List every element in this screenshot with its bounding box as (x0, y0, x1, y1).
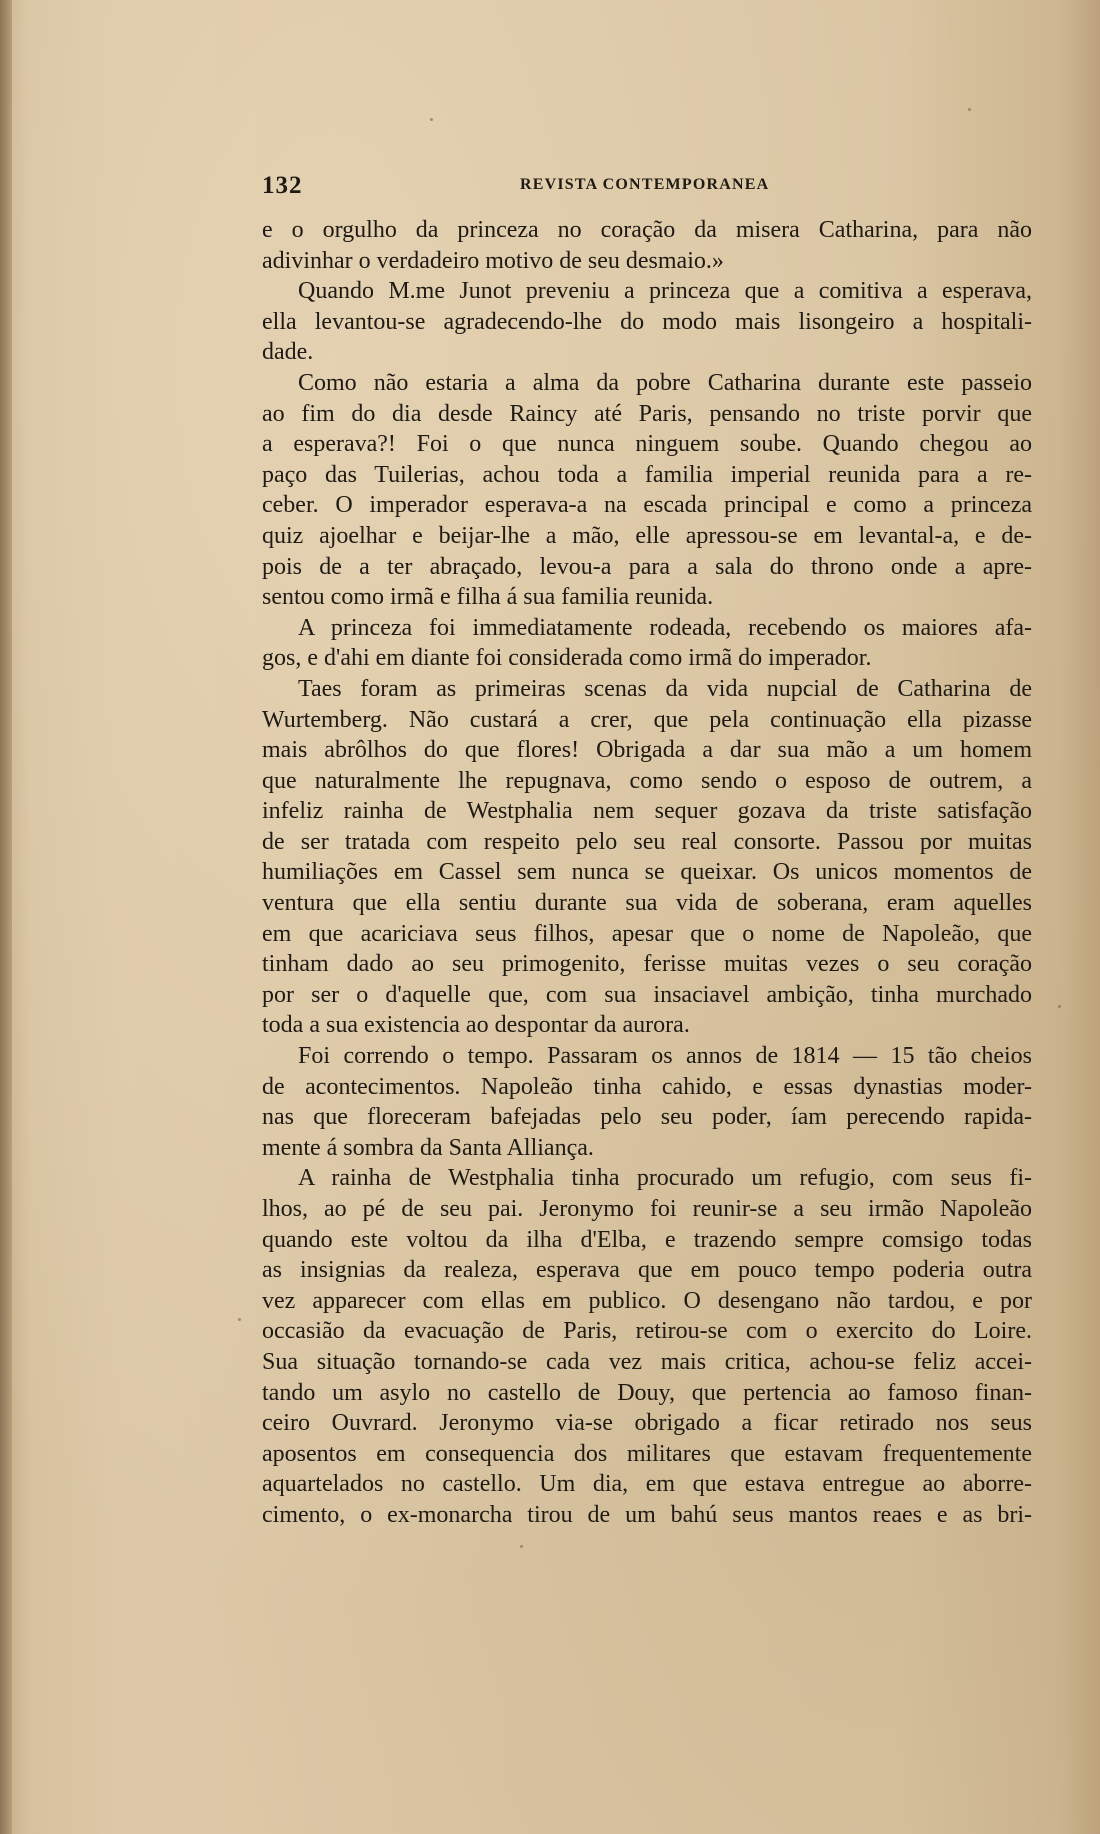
text-line: toda a sua existencia ao despontar da aurora. (262, 1012, 690, 1039)
text-line: A rainha de Westphalia tinha procurado um refugio, com seus fi- (298, 1165, 1032, 1192)
text-line: Taes foram as primeiras scenas da vida nupcial de Catharina de (298, 675, 1032, 702)
text-line: vez apparecer com ellas em publico. O desengano não tardou, e por (262, 1287, 1032, 1314)
text-line: gos, e d'ahi em diante foi considerada como irmã do imperador. (262, 645, 872, 672)
text-line: mente á sombra da Santa Alliança. (262, 1134, 594, 1161)
text-line: ao fim do dia desde Raincy até Paris, pensando no triste porvir que (262, 400, 1032, 427)
paper-speck (238, 1318, 241, 1321)
text-line: ella levantou-se agradecendo-lhe do modo mais lisongeiro a hospitali- (262, 308, 1032, 335)
text-line: quiz ajoelhar e beijar-lhe a mão, elle apressou-se em levantal-a, e de- (262, 522, 1032, 549)
paper-speck (1058, 1005, 1061, 1008)
page-number: 132 (262, 172, 303, 199)
text-line: pois de a ter abraçado, levou-a para a sala do throno onde a apre- (262, 553, 1032, 580)
text-line: paço das Tuilerias, achou toda a familia imperial reunida para a re- (262, 461, 1032, 488)
text-line: que naturalmente lhe repugnava, como sendo o esposo de outrem, a (262, 767, 1032, 794)
text-line: aposentos em consequencia dos militares que estavam frequentemente (262, 1440, 1032, 1467)
text-line: cimento, o ex-monarcha tirou de um bahú seus mantos reaes e as bri- (262, 1501, 1032, 1528)
text-line: em que acariciava seus filhos, apesar que o nome de Napoleão, que (262, 920, 1032, 947)
text-line: Wurtemberg. Não custará a crer, que pela continuação ella pizasse (262, 706, 1032, 733)
page-header (262, 172, 782, 200)
text-line: mais abrôlhos do que flores! Obrigada a dar sua mão a um homem (262, 737, 1032, 764)
text-line: sentou como irmã e filha á sua familia reunida. (262, 584, 714, 611)
text-line: tinham dado ao seu primogenito, ferisse muitas vezes o seu coração (262, 951, 1032, 978)
text-line: quando este voltou da ilha d'Elba, e trazendo sempre comsigo todas (262, 1226, 1032, 1253)
text-line: infeliz rainha de Westphalia nem sequer gozava da triste satisfação (262, 798, 1032, 825)
text-line: de acontecimentos. Napoleão tinha cahido, e essas dynastias moder- (262, 1073, 1032, 1100)
text-line: de ser tratada com respeito pelo seu real consorte. Passou por muitas (262, 828, 1032, 855)
text-line: lhos, ao pé de seu pai. Jeronymo foi reunir-se a seu irmão Napoleão (262, 1196, 1032, 1222)
text-line: humiliações em Cassel sem nunca se queixar. Os unicos momentos de (262, 859, 1032, 886)
text-line: Foi correndo o tempo. Passaram os annos de 1814 — 15 tão cheios (298, 1043, 1032, 1070)
text-line: Sua situação tornando-se cada vez mais critica, achou-se feliz accei- (262, 1348, 1032, 1375)
text-line: e o orgulho da princeza no coração da misera Catharina, para não (262, 217, 1032, 243)
text-line: tando um asylo no castello de Douy, que pertencia ao famoso finan- (262, 1379, 1032, 1406)
paper-speck (430, 118, 433, 121)
body-text (262, 215, 1032, 1531)
text-line: a esperava?! Foi o que nunca ninguem soube. Quando chegou ao (262, 431, 1032, 458)
running-title: REVISTA CONTEMPORANEA (520, 176, 770, 193)
paper-speck (520, 1545, 523, 1548)
binding-edge (0, 0, 12, 1834)
text-line: adivinhar o verdadeiro motivo de seu desmaio.» (262, 247, 724, 274)
text-line: A princeza foi immediatamente rodeada, recebendo os maiores afa- (298, 614, 1032, 641)
text-line: Como não estaria a alma da pobre Catharina durante este passeio (298, 369, 1032, 396)
paper-speck (968, 108, 971, 111)
text-line: por ser o d'aquelle que, com sua insaciavel ambição, tinha murchado (262, 981, 1032, 1008)
text-line: ceiro Ouvrard. Jeronymo via-se obrigado a ficar retirado nos seus (262, 1410, 1032, 1437)
text-line: nas que floreceram bafejadas pelo seu poder, íam perecendo rapida- (262, 1104, 1032, 1131)
text-line: ventura que ella sentiu durante sua vida de soberana, eram aquelles (262, 890, 1032, 917)
text-line: as insignias da realeza, esperava que em pouco tempo poderia outra (262, 1257, 1032, 1284)
text-line: ceber. O imperador esperava-a na escada principal e como a princeza (262, 492, 1032, 519)
text-line: aquartelados no castello. Um dia, em que estava entregue ao aborre- (262, 1471, 1032, 1498)
text-line: occasião da evacuação de Paris, retirou-se com o exercito do Loire. (262, 1318, 1032, 1345)
text-line: dade. (262, 339, 314, 366)
text-line: Quando M.me Junot preveniu a princeza que a comitiva a esperava, (298, 278, 1032, 305)
